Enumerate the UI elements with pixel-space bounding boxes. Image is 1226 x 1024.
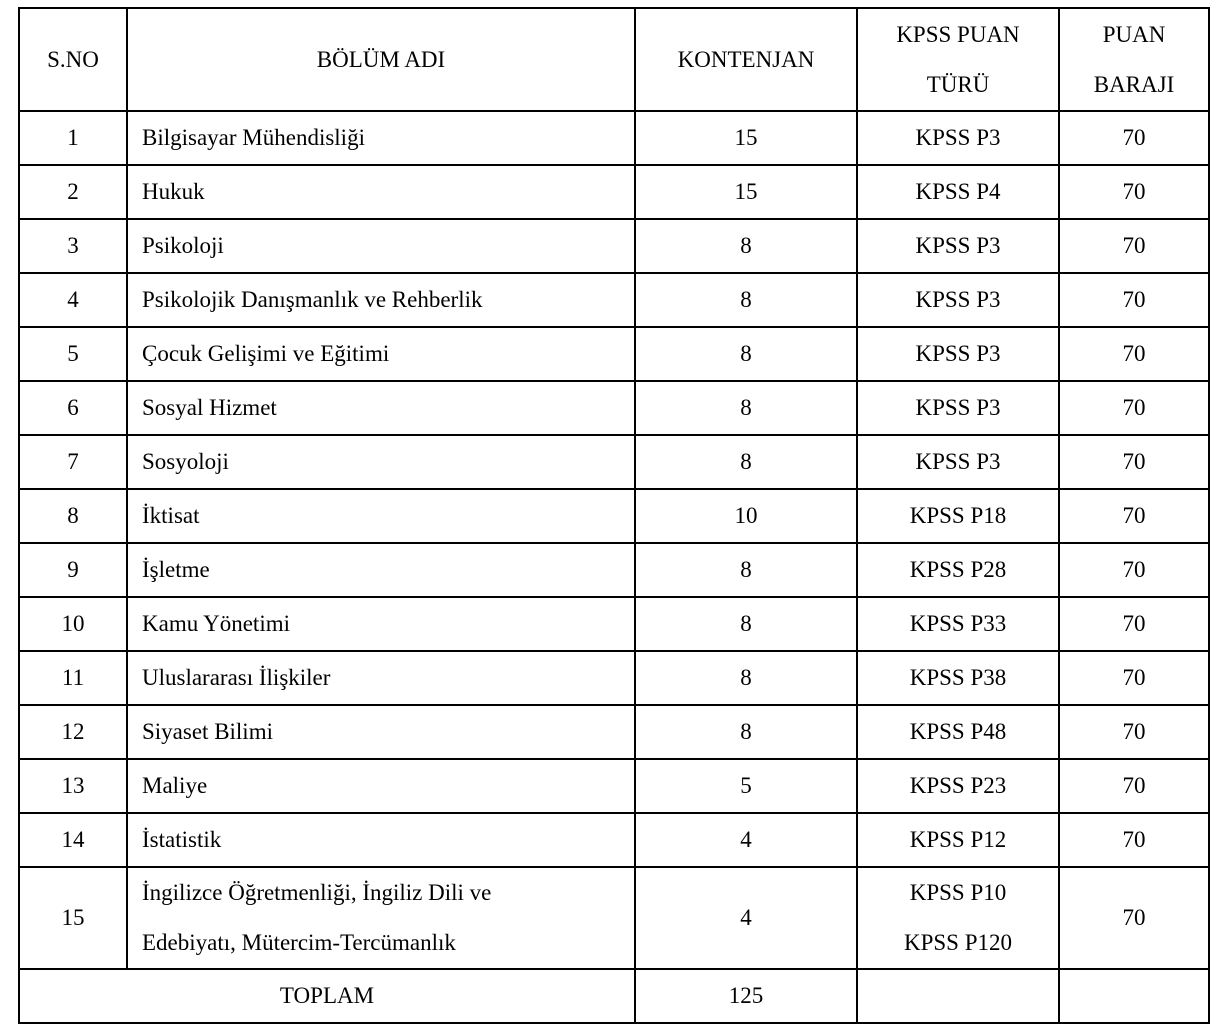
department-name: Psikolojik Danışmanlık ve Rehberlik <box>127 273 635 327</box>
quota-value: 8 <box>635 219 857 273</box>
quota-value: 4 <box>635 813 857 867</box>
header-threshold-line1: PUAN <box>1102 21 1166 47</box>
department-name: Psikoloji <box>127 219 635 273</box>
score-type <box>857 867 1059 969</box>
score-type: KPSS P23 <box>857 759 1059 813</box>
department-name: İşletme <box>127 543 635 597</box>
header-row <box>19 8 1209 111</box>
threshold-value: 70 <box>1059 489 1209 543</box>
threshold-value: 70 <box>1059 597 1209 651</box>
row-number: 2 <box>19 165 127 219</box>
table-row <box>19 597 1209 651</box>
score-type: KPSS P3 <box>857 435 1059 489</box>
department-name <box>127 867 635 969</box>
quota-value: 8 <box>635 543 857 597</box>
total-row <box>19 969 1209 1023</box>
total-quota: 125 <box>635 969 857 1023</box>
threshold-value: 70 <box>1059 435 1209 489</box>
quota-value: 8 <box>635 597 857 651</box>
table-row <box>19 435 1209 489</box>
threshold-value: 70 <box>1059 273 1209 327</box>
quota-value: 8 <box>635 327 857 381</box>
table-row <box>19 273 1209 327</box>
header-department: BÖLÜM ADI <box>127 8 635 111</box>
header-score-type-line1: KPSS PUAN <box>896 21 1020 47</box>
department-name: Hukuk <box>127 165 635 219</box>
department-name: Kamu Yönetimi <box>127 597 635 651</box>
score-type: KPSS P18 <box>857 489 1059 543</box>
department-name: Sosyal Hizmet <box>127 381 635 435</box>
row-number: 9 <box>19 543 127 597</box>
score-type: KPSS P3 <box>857 111 1059 165</box>
header-quota: KONTENJAN <box>635 8 857 111</box>
table-row-15 <box>19 867 1209 969</box>
total-label: TOPLAM <box>19 969 635 1023</box>
threshold-value: 70 <box>1059 759 1209 813</box>
department-name: İstatistik <box>127 813 635 867</box>
table-row <box>19 111 1209 165</box>
quota-value: 8 <box>635 381 857 435</box>
row-number: 14 <box>19 813 127 867</box>
table-row <box>19 759 1209 813</box>
score-type: KPSS P3 <box>857 219 1059 273</box>
header-score-type-line2: TÜRÜ <box>926 71 990 97</box>
row-number: 15 <box>19 867 127 969</box>
quota-value: 15 <box>635 111 857 165</box>
score-type: KPSS P33 <box>857 597 1059 651</box>
department-name: Siyaset Bilimi <box>127 705 635 759</box>
header-sno: S.NO <box>19 8 127 111</box>
row-number: 13 <box>19 759 127 813</box>
score-type: KPSS P3 <box>857 327 1059 381</box>
quota-value: 8 <box>635 435 857 489</box>
threshold-value: 70 <box>1059 111 1209 165</box>
department-name: İktisat <box>127 489 635 543</box>
header-threshold <box>1059 8 1209 111</box>
header-threshold-line2: BARAJI <box>1093 71 1175 97</box>
score-type: KPSS P12 <box>857 813 1059 867</box>
row-number: 5 <box>19 327 127 381</box>
row-number: 12 <box>19 705 127 759</box>
department-name: Uluslararası İlişkiler <box>127 651 635 705</box>
department-name-line2: Edebiyatı, Mütercim-Tercümanlık <box>142 930 456 955</box>
score-type: KPSS P38 <box>857 651 1059 705</box>
threshold-value: 70 <box>1059 165 1209 219</box>
header-score-type <box>857 8 1059 111</box>
score-type-line2: KPSS P120 <box>903 930 1013 955</box>
department-name: Maliye <box>127 759 635 813</box>
row-number: 10 <box>19 597 127 651</box>
table-row <box>19 219 1209 273</box>
total-empty-threshold <box>1059 969 1209 1023</box>
table-row <box>19 705 1209 759</box>
quota-value: 8 <box>635 273 857 327</box>
row-number: 7 <box>19 435 127 489</box>
table-row <box>19 165 1209 219</box>
score-type: KPSS P4 <box>857 165 1059 219</box>
department-name-line1: İngilizce Öğretmenliği, İngiliz Dili ve <box>142 880 492 905</box>
row-number: 6 <box>19 381 127 435</box>
score-type: KPSS P3 <box>857 273 1059 327</box>
threshold-value: 70 <box>1059 867 1209 969</box>
quota-value: 10 <box>635 489 857 543</box>
threshold-value: 70 <box>1059 219 1209 273</box>
department-name: Bilgisayar Mühendisliği <box>127 111 635 165</box>
row-number: 4 <box>19 273 127 327</box>
threshold-value: 70 <box>1059 813 1209 867</box>
table-row <box>19 543 1209 597</box>
quota-table <box>18 7 1210 1024</box>
total-empty-type <box>857 969 1059 1023</box>
department-name: Sosyoloji <box>127 435 635 489</box>
quota-value: 8 <box>635 651 857 705</box>
threshold-value: 70 <box>1059 651 1209 705</box>
threshold-value: 70 <box>1059 705 1209 759</box>
table-row <box>19 651 1209 705</box>
row-number: 11 <box>19 651 127 705</box>
table-row <box>19 327 1209 381</box>
table-row <box>19 381 1209 435</box>
row-number: 8 <box>19 489 127 543</box>
quota-value: 8 <box>635 705 857 759</box>
score-type: KPSS P28 <box>857 543 1059 597</box>
department-name: Çocuk Gelişimi ve Eğitimi <box>127 327 635 381</box>
quota-value: 15 <box>635 165 857 219</box>
table-row <box>19 489 1209 543</box>
score-type: KPSS P3 <box>857 381 1059 435</box>
quota-value: 5 <box>635 759 857 813</box>
quota-value: 4 <box>635 867 857 969</box>
score-type: KPSS P48 <box>857 705 1059 759</box>
table-row <box>19 813 1209 867</box>
row-number: 1 <box>19 111 127 165</box>
threshold-value: 70 <box>1059 381 1209 435</box>
threshold-value: 70 <box>1059 543 1209 597</box>
threshold-value: 70 <box>1059 327 1209 381</box>
score-type-line1: KPSS P10 <box>909 880 1007 905</box>
row-number: 3 <box>19 219 127 273</box>
